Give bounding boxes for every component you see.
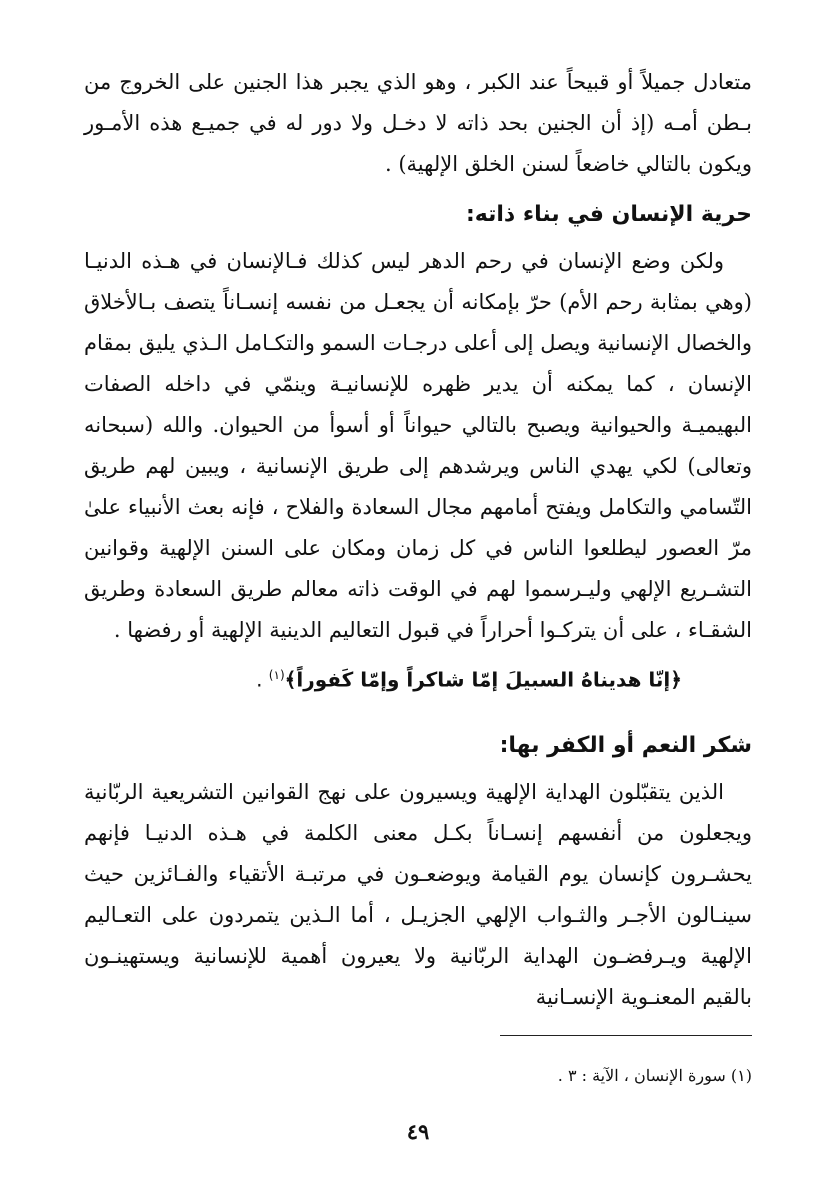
paragraph-freedom: ولكن وضع الإنسان في رحم الدهر ليس كذلك فـالإنسان في هـذه الدنيـا (وهي بمثابة رحم الأم) حرّ بإمكانه أن يجعـل من نفسه إنسـاناً يتصف بـالأخلاق والخصال الإنسانية ويصل إلى أعلى درجـات السمو والتكـامل الـذي يليق بمقام الإنسان ، كما يمكنه أن يدير ظهره للإنسانيـة وينمّي في داخله الصفات البهيميـة والحيوانية ويصبح بالتالي حيواناً أو أسوأ من الحيوان. والله (سبحانه وتعالى) لكي يهدي الناس ويرشدهم إلى طريق الإنسانية ، ويبين لهم طريق التّسامي والتكامل ويفتح أمامهم مجال السعادة والفلاح ، فإنه بعث الأنبياء علىٰ مرّ العصور ليطلعوا الناس في كل زمان ومكان على السنن الإلهية وقوانين التشـريع الإلهي وليـرسموا لهم في الوقت ذاته معالم طريق السعادة وطريق الشقـاء ، على أن يتركـوا أحراراً في قبول التعاليم الدينية الإلهية أو رفضها . <box>84 249 752 642</box>
footnote: (١) سورة الإنسان ، الآية : ٣ . <box>557 1066 752 1085</box>
section-heading-gratitude: شكر النعم أو الكفر بها: <box>499 732 752 758</box>
page-number: ٤٩ <box>406 1119 430 1144</box>
page-body <box>84 62 752 1018</box>
paragraph-gratitude: الذين يتقبّلون الهداية الإلهية ويسيرون على نهج القوانين التشريعية الربّانية ويجعلون من أنفسهم إنسـاناً بكـل معنى الكلمة في هـذه الدنيـا فإنهم يحشـرون كإنسان يوم القيامة ويوضعـون في مرتبـة الأتقياء والفـائزين حيث سينـالون الأجـر والثـواب الإلهي الجزيـل ، أما الـذين يتمردون على التعـاليم الإلهية ويـرفضـون الهداية الربّانية ولا يعيرون أهمية للإنسانية ويستهينـون بالقيم المعنـوية الإنسـانية <box>84 779 752 1009</box>
quran-verse <box>84 655 682 700</box>
paragraph-continuation: متعادل جميلاً أو قبيحاً عند الكبر ، وهو الذي يجبر هذا الجنين على الخروج من بـطن أمـه (إذ أن الجنين بحد ذاته لا دخـل ولا دور له في جميـع هذه الأمـور ويكون بالتالي خاضعاً لسنن الخلق الإلهية) . <box>84 70 752 176</box>
verse-text: ﴿إنّا هديناهُ السبيلَ إمّا شاكراً وإمّا كَفوراً﴾ <box>284 667 682 692</box>
section-heading-freedom: حرية الإنسان في بناء ذاته: <box>465 202 752 227</box>
verse-tail: . <box>256 667 269 692</box>
footnote-divider <box>500 1035 752 1036</box>
footnote-marker: (١) <box>268 668 285 682</box>
